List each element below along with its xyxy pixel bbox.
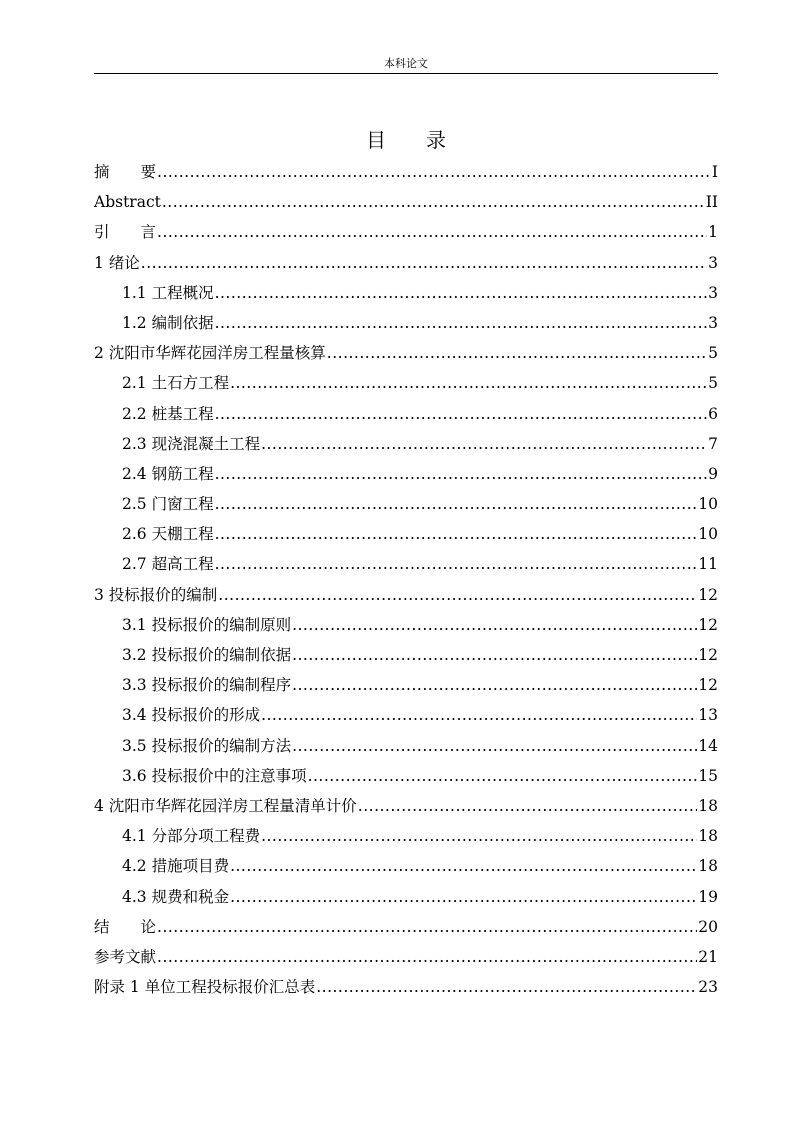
toc-entry-page: 10 (698, 525, 718, 544)
toc-entry-label: 2.1 土石方工程 (122, 374, 230, 393)
toc-leader (157, 217, 707, 247)
header-rule (94, 73, 718, 74)
toc-leader (215, 549, 698, 579)
page-header (94, 55, 718, 73)
toc-entry-page: 12 (698, 615, 718, 634)
toc-entry-page: 15 (698, 766, 718, 785)
toc-title (94, 126, 718, 154)
toc-entry-abstract-cn[interactable] (94, 157, 718, 187)
toc-entry-label: 3.3 投标报价的编制程序 (122, 676, 292, 695)
toc-title-char-1: 目 (366, 128, 386, 152)
toc-leader (308, 761, 698, 791)
toc-entry-section-2-7[interactable] (94, 549, 718, 579)
toc-leader (261, 429, 707, 459)
toc-entry-label: 2.7 超高工程 (122, 555, 214, 574)
toc-entry-page: 13 (698, 706, 718, 725)
toc-entry-page: 18 (698, 796, 718, 815)
toc-entry-section-4-2[interactable] (94, 851, 718, 881)
toc-entry-section-2-1[interactable] (94, 368, 718, 398)
toc-entry-page: 12 (698, 676, 718, 695)
toc-leader (162, 187, 705, 217)
toc-entry-section-3-1[interactable] (94, 610, 718, 640)
toc-entry-section-2-2[interactable] (94, 399, 718, 429)
toc-entry-introduction[interactable] (94, 217, 718, 247)
toc-entry-page: 3 (708, 313, 718, 332)
toc-entry-page: 10 (698, 495, 718, 514)
toc-entry-label: 3.5 投标报价的编制方法 (122, 736, 292, 755)
toc-entry-label: 3.2 投标报价的编制依据 (122, 646, 292, 664)
toc-entry-page: I (711, 163, 718, 181)
toc-entry-label: Abstract (94, 193, 161, 212)
toc-leader (230, 851, 697, 881)
toc-entry-label: 2.2 桩基工程 (122, 404, 214, 423)
toc-entry-page: 23 (698, 978, 718, 997)
toc-leader (157, 157, 711, 187)
toc-entry-conclusion[interactable] (94, 912, 718, 942)
toc-entry-section-3-2[interactable] (94, 640, 718, 670)
toc-entry-section-3-5[interactable] (94, 731, 718, 761)
toc-entry-page: 12 (698, 646, 718, 664)
toc-leader (215, 459, 708, 489)
toc-leader (141, 248, 707, 278)
toc-entry-page: 12 (698, 585, 718, 604)
toc-leader (316, 972, 697, 1002)
toc-entry-label: 3.4 投标报价的形成 (122, 706, 261, 725)
toc-list (94, 157, 718, 1002)
toc-leader (261, 700, 697, 730)
toc-leader (215, 278, 708, 308)
toc-entry-page: 21 (698, 947, 718, 966)
toc-entry-label: 4.3 规费和税金 (122, 887, 230, 906)
toc-entry-section-2-6[interactable] (94, 519, 718, 549)
toc-leader (218, 580, 697, 610)
toc-entry-label: 2.3 现浇混凝土工程 (122, 434, 261, 453)
toc-title-char-2: 录 (426, 128, 446, 152)
toc-entry-page: 11 (698, 555, 718, 574)
toc-entry-page: 3 (708, 253, 718, 272)
toc-leader (292, 610, 697, 640)
toc-leader (215, 519, 698, 549)
toc-leader (292, 731, 697, 761)
toc-entry-section-1-2[interactable] (94, 308, 718, 338)
toc-entry-chapter-3[interactable] (94, 580, 718, 610)
toc-entry-page: 5 (708, 374, 718, 393)
toc-leader (157, 942, 697, 972)
toc-entry-page: 7 (708, 434, 718, 453)
toc-entry-page: 18 (698, 857, 718, 876)
toc-leader (215, 308, 708, 338)
toc-entry-chapter-2[interactable] (94, 338, 718, 368)
toc-entry-label: 1 绪论 (94, 253, 140, 272)
toc-entry-section-3-6[interactable] (94, 761, 718, 791)
toc-entry-label: 4.1 分部分项工程费 (122, 827, 261, 846)
toc-entry-label: 引 言 (94, 223, 157, 242)
toc-entry-label: 2 沈阳市华辉花园洋房工程量核算 (94, 344, 326, 363)
toc-leader (230, 368, 707, 398)
toc-leader (215, 399, 708, 429)
toc-entry-label: 2.5 门窗工程 (122, 495, 214, 514)
toc-entry-chapter-1[interactable] (94, 248, 718, 278)
toc-entry-section-2-4[interactable] (94, 459, 718, 489)
toc-entry-section-1-1[interactable] (94, 278, 718, 308)
toc-entry-label: 2.6 天棚工程 (122, 525, 214, 544)
toc-entry-label: 3.1 投标报价的编制原则 (122, 615, 292, 634)
toc-entry-label: 附录 1 单位工程投标报价汇总表 (94, 978, 316, 997)
toc-leader (358, 791, 697, 821)
toc-entry-label: 3.6 投标报价中的注意事项 (122, 766, 307, 785)
toc-leader (292, 670, 697, 700)
toc-entry-page: 3 (708, 283, 718, 302)
toc-entry-section-2-5[interactable] (94, 489, 718, 519)
toc-entry-page: II (705, 193, 718, 212)
toc-entry-page: 18 (698, 827, 718, 846)
toc-entry-page: 20 (698, 917, 718, 936)
toc-entry-label: 2.4 钢筋工程 (122, 464, 214, 483)
toc-entry-section-2-3[interactable] (94, 429, 718, 459)
toc-entry-abstract-en[interactable] (94, 187, 718, 217)
toc-leader (327, 338, 707, 368)
toc-entry-label: 3 投标报价的编制 (94, 585, 218, 604)
toc-entry-page: 5 (708, 344, 718, 363)
toc-entry-references[interactable] (94, 942, 718, 972)
toc-entry-label: 1.1 工程概况 (122, 283, 214, 302)
toc-leader (230, 882, 697, 912)
toc-entry-page: 19 (698, 887, 718, 906)
toc-entry-page: 6 (708, 404, 718, 423)
toc-entry-section-4-3[interactable] (94, 882, 718, 912)
toc-entry-appendix-1[interactable] (94, 972, 718, 1002)
toc-leader (292, 640, 697, 670)
toc-entry-label: 4.2 措施项目费 (122, 857, 230, 876)
toc-entry-section-3-4[interactable] (94, 700, 718, 730)
toc-leader (157, 912, 697, 942)
toc-entry-section-3-3[interactable] (94, 670, 718, 700)
toc-entry-chapter-4[interactable] (94, 791, 718, 821)
toc-entry-label: 1.2 编制依据 (122, 313, 214, 332)
toc-entry-section-4-1[interactable] (94, 821, 718, 851)
toc-entry-label: 参考文献 (94, 947, 157, 966)
toc-leader (215, 489, 698, 519)
toc-entry-page: 1 (708, 223, 718, 242)
toc-entry-label: 结 论 (94, 917, 157, 936)
toc-leader (261, 821, 697, 851)
toc-entry-page: 9 (708, 464, 718, 483)
toc-entry-label: 4 沈阳市华辉花园洋房工程量清单计价 (94, 796, 357, 815)
toc-entry-label: 摘 要 (94, 163, 157, 181)
header-text: 本科论文 (384, 57, 428, 70)
toc-entry-page: 14 (698, 736, 718, 755)
